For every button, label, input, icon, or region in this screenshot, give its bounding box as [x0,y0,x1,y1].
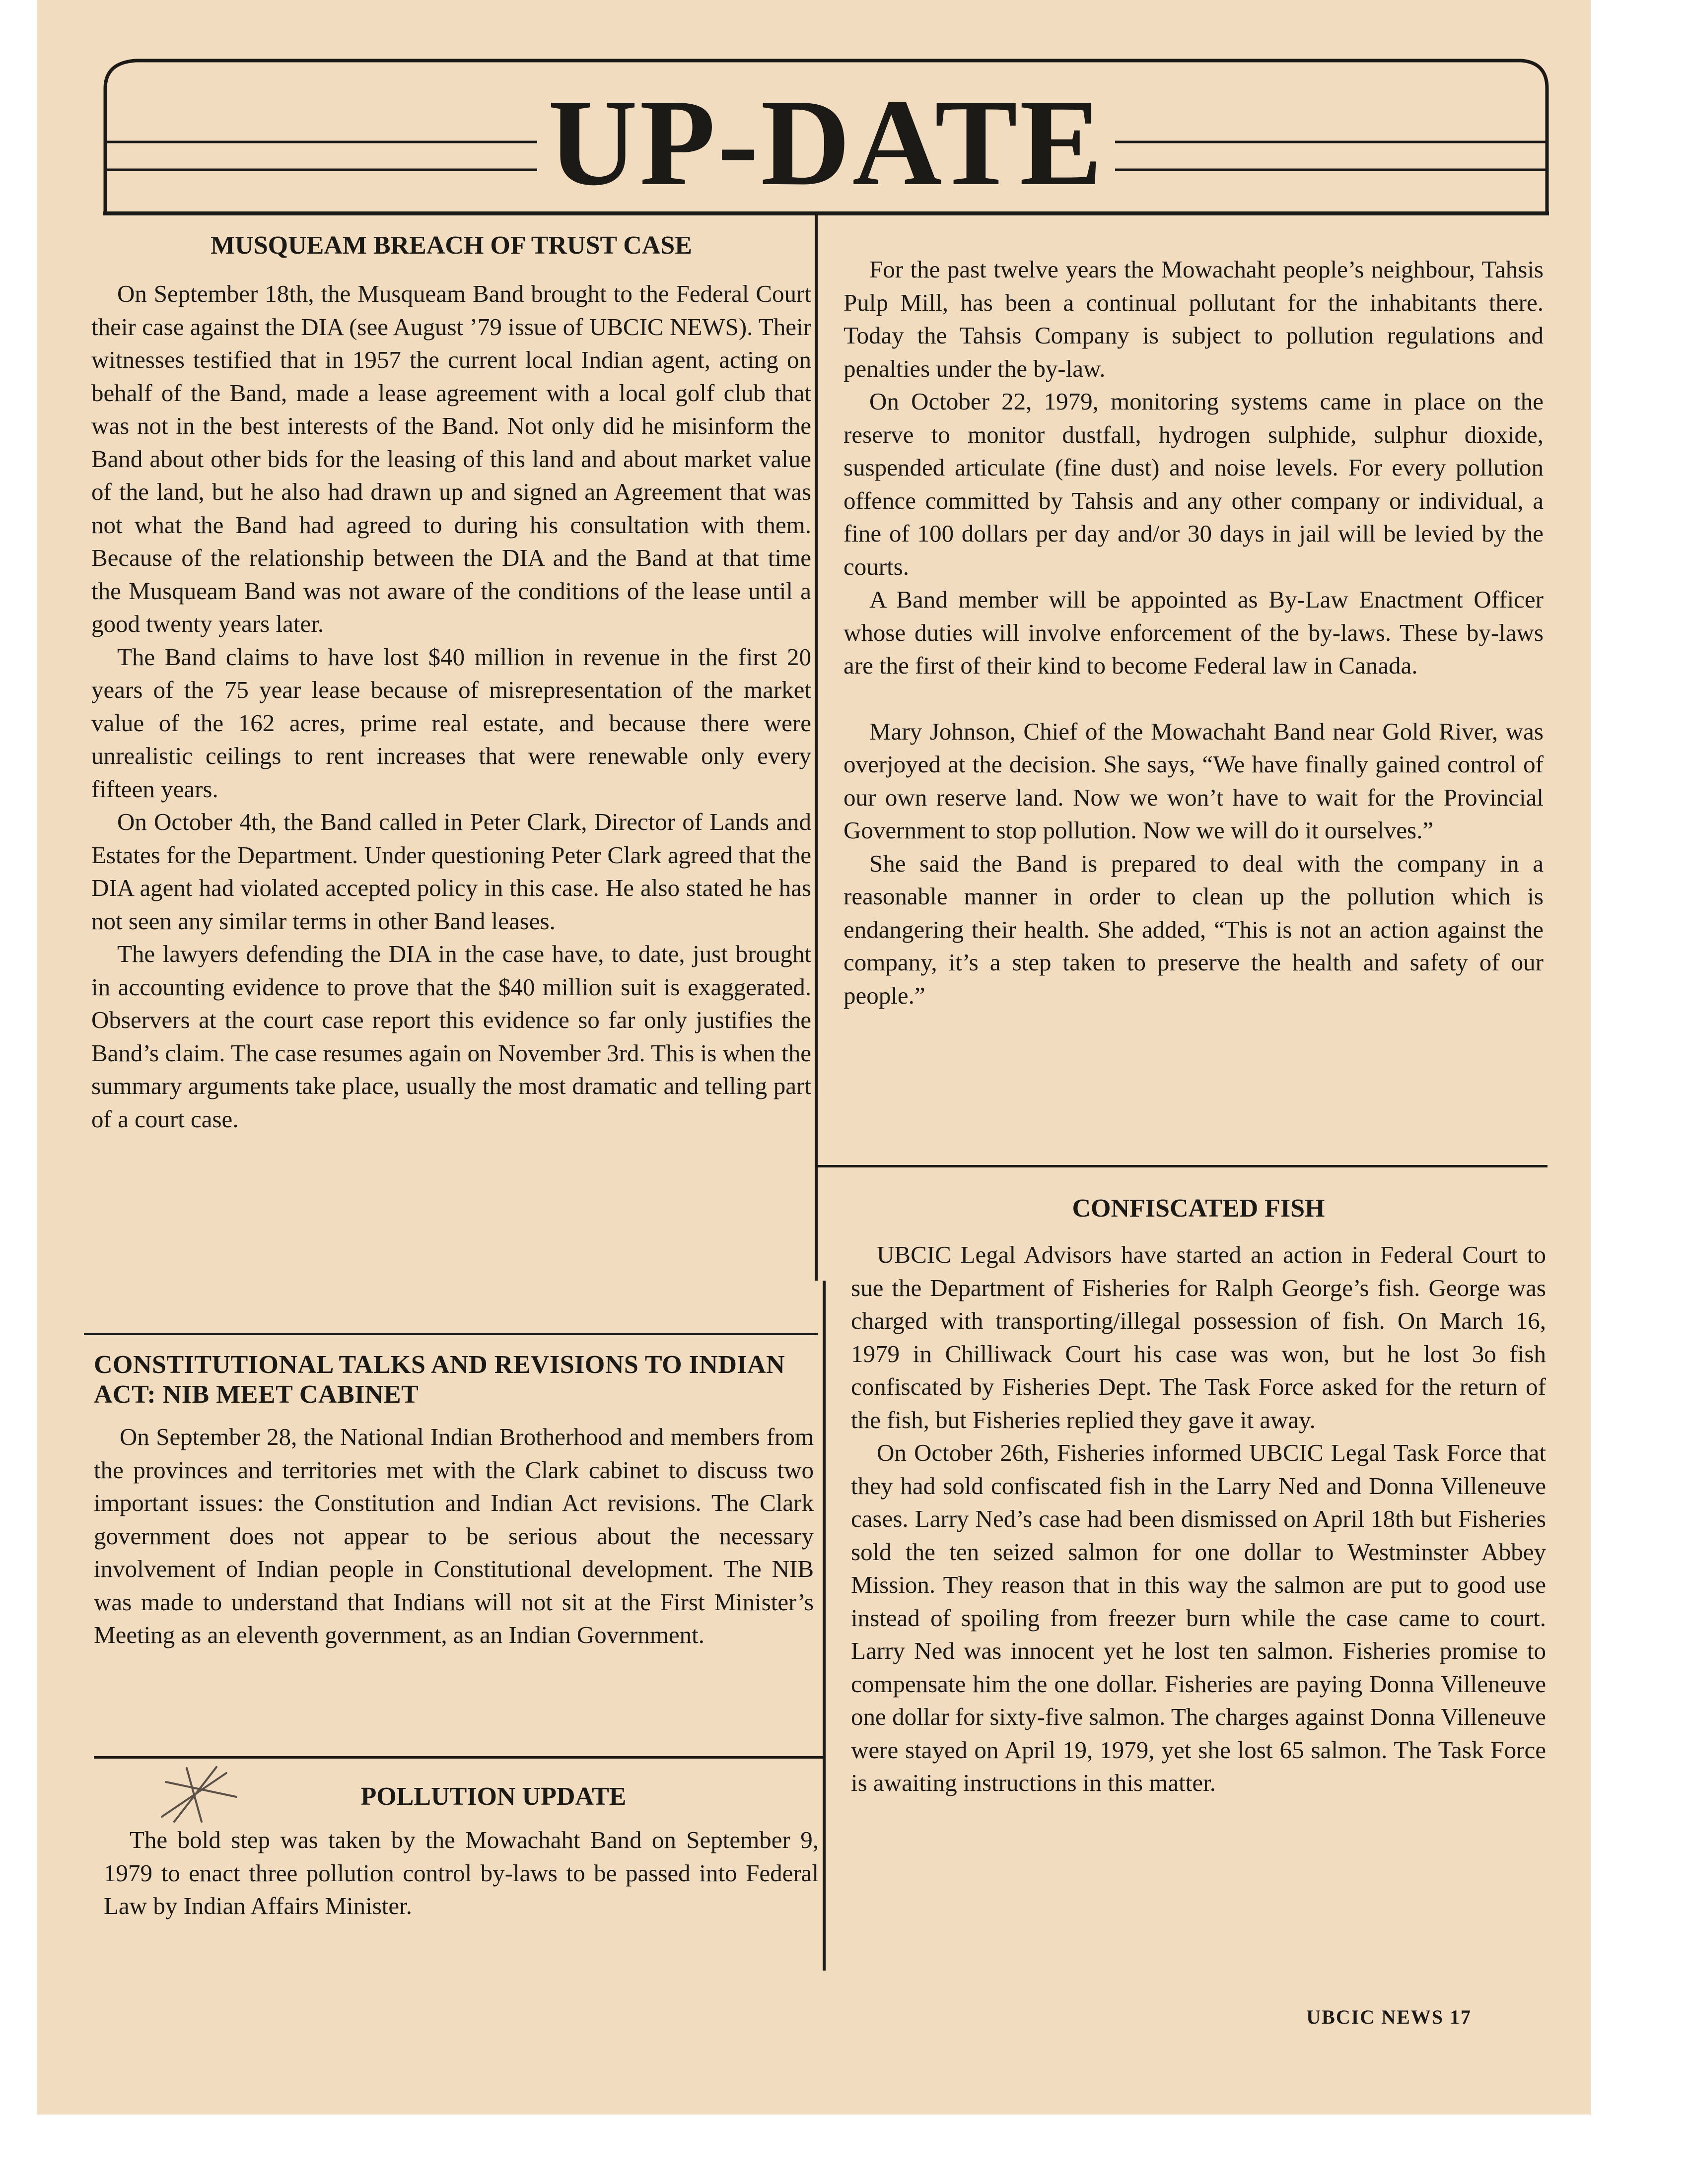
article-paragraph: The bold step was taken by the Mowachaht Band on September 9, 1979 to enact three pollution control by-laws to be passed into Federal Law by Indian Affairs Minister. [104,1826,819,1919]
article-paragraph: On September 28, the National Indian Brotherhood and members from the provinces and territories met with the Clark cabinet to discuss two important issues: the Constitution and Indian Act revisions. The Clark government does not appear to be serious about the necessary involvement of Indian people in Constitutional development. The NIB was made to understand that Indians will not sit at the First Minister’s Meeting as an eleventh government, as an Indian Government. [94,1423,814,1648]
column-divider-lower [823,1281,826,1971]
article-paragraph: UBCIC Legal Advisors have started an action in Federal Court to sue the Department of Fisheries for Ralph George’s fish. George was charged with transporting/illegal possession of fish. On March 16, 1979 in Chilliwack Court his case was won, but he lost 3o fish confiscated by Fisheries Dept. The Task Force asked for the return of the fish, but Fisheries replied they gave it away. [851,1241,1546,1433]
masthead-title-text: UP-DATE [537,74,1116,211]
article-paragraph: A Band member will be appointed as By-Law Enactment Officer whose duties will involve enforcement of the by-laws. These by-laws are the first of their kind to become Federal law in Canada. [844,586,1544,679]
article-confiscated-fish [851,1194,1546,1800]
article-paragraph: The Band claims to have lost $40 million in revenue in the first 20 years of the 75 year lease because of misrepresentation of the market value of the 162 acres, prime real estate, and because there were unrealistic ceilings to rent increases that were renewable only every fifteen years. [91,643,811,803]
article-paragraph: The lawyers defending the DIA in the case have, to date, just brought in accounting evidence to prove that the $40 million suit is exaggerated. Observers at the court case report this evidence so far only justifies the Band’s claim. The case resumes again on November 3rd. This is when the summary arguments take place, usually the most dramatic and telling part of a court case. [91,940,811,1133]
section-rule-right [818,1165,1547,1167]
article-paragraph: On October 4th, the Band called in Peter Clark, Director of Lands and Estates for the Department. Under questioning Peter Clark agreed that the DIA agent had violated accepted policy in this case. He also stated he has not seen any similar terms in other Band leases. [91,808,811,935]
article-heading: POLLUTION UPDATE [360,1782,627,1811]
article-pollution-continued [844,253,1544,1012]
article-heading: CONFISCATED FISH [1072,1194,1325,1223]
article-heading: CONSTITUTIONAL TALKS AND REVISIONS TO INDIAN ACT: NIB MEET CABINET [94,1351,785,1409]
masthead-title [101,74,1551,211]
page-folio: UBCIC NEWS 17 [1306,2006,1472,2028]
article-paragraph: For the past twelve years the Mowachaht people’s neighbour, Tahsis Pulp Mill, has been a continual pollutant for the inhabitants there. Today the Tahsis Company is subject to pollution regulations and penalties under the by-law. [844,256,1544,382]
article-paragraph: On October 22, 1979, monitoring systems came in place on the reserve to monitor dustfall, hydrogen sulphide, sulphur dioxide, suspended articulate (fine dust) and noise levels. For every pollution offence committed by Tahsis and any other company or individual, a fine of 100 dollars per day and/or 30 days in jail will be levied by the courts. [844,388,1544,580]
article-paragraph: On September 18th, the Musqueam Band brought to the Federal Court their case against the DIA (see August ’79 issue of UBCIC NEWS). Their witnesses testified that in 1957 the current local Indian agent, acting on behalf of the Band, made a lease agreement with a local golf club that was not in the best interests of the Band. Not only did he misinform the Band about other bids for the leasing of this land and about market value of the land, but he also had drawn up and signed an Agreement that was not what the Band had agreed to during his consultation with them. Because of the relationship between the DIA and the Band at that time the Musqueam Band was not aware of the conditions of the lease until a good twenty years later. [91,280,811,637]
article-paragraph: She said the Band is prepared to deal with the company in a reasonable manner in order to clean up the pollution which is endangering their health. She added, “This is not an action against the company, it’s a step taken to preserve the health and safety of our people.” [844,849,1544,1009]
section-rule-left-1 [84,1333,818,1335]
article-paragraph: Mary Johnson, Chief of the Mowachaht Band near Gold River, was overjoyed at the decision. She says, “We have finally gained control of our own reserve land. Now we won’t have to wait for the Provincial Government to stop pollution. Now we will do it ourselves.” [844,717,1544,844]
newsletter-page [37,0,1591,2115]
article-pollution-update [104,1782,819,1923]
article-constitutional-talks [94,1350,814,1652]
article-heading: MUSQUEAM BREACH OF TRUST CASE [211,231,692,260]
column-divider-upper [815,213,818,1281]
article-paragraph: On October 26th, Fisheries informed UBCIC Legal Task Force that they had sold confiscated fish in the Larry Ned and Donna Villeneuve cases. Larry Ned’s case had been dismissed on April 18th but Fisheries sold the ten seized salmon for one dollar to Westminster Abbey Mission. They reason that in this way the salmon are put to good use instead of spoiling from freezer burn while the case came to court. Larry Ned was innocent yet he lost ten salmon. Fisheries promise to compensate him the one dollar. Fisheries are paying Donna Villeneuve one dollar for sixty-five salmon. The charges against Donna Villeneuve were stayed on April 19, 1979, yet she lost 65 salmon. The Task Force is awaiting instructions in this matter. [851,1439,1546,1796]
article-musqueam [91,231,811,1136]
section-rule-left-2 [94,1756,824,1759]
masthead [101,54,1551,217]
